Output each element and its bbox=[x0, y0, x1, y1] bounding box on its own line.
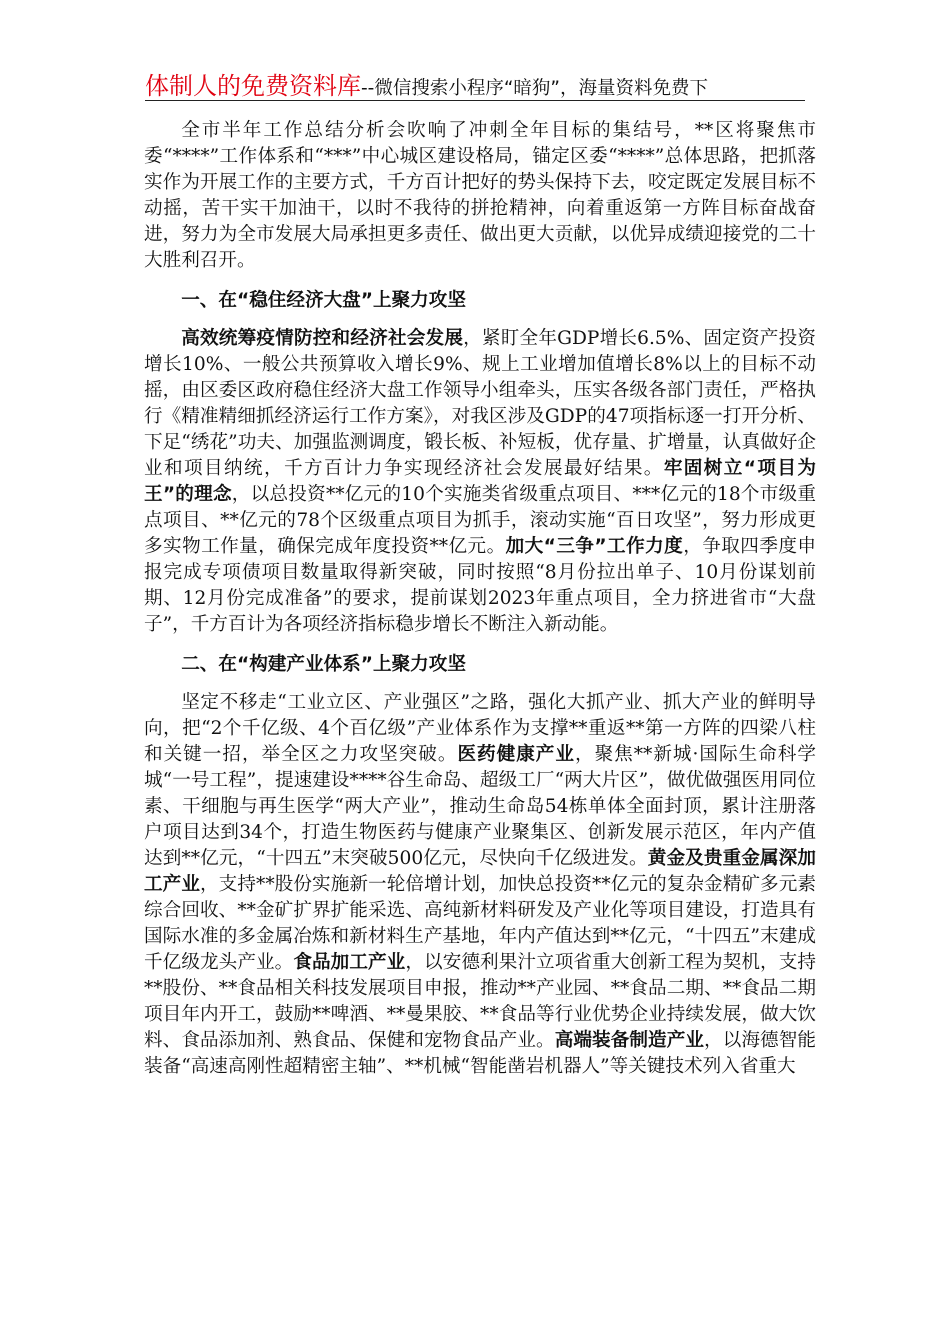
paragraph-text: ，以安德利果汁立项省重大创新工程为契机，支持**股份、**食品相关科技发展项目申报，推动**产业园、**食品二期、**食品二期项目年内开工，鼓励**啤酒、**曼果胶、**食品等行业优势企业持续发展，做大饮料、食品添加剂、熟食品、保健和宠物食品产业。 bbox=[144, 952, 816, 1051]
header-brand: 体制人的免费资料库 bbox=[145, 72, 361, 100]
paragraph-text: ，以海德智能装备“高速高刚性超精密主轴”、**机械“智能凿岩机器人”等关键技术列入省重大 bbox=[144, 1030, 816, 1077]
paragraph-text: ，争取四季度申报完成专项债项目数量取得新突破，同时按照“8月份拉出单子、10月份谋划前期、12月份完成准备”的要求，提前谋划2023年重点项目，全力挤进省市“大盘子”，千方百计为各项经济指标稳步增长不断注入新动能。 bbox=[144, 536, 816, 635]
lead-phrase: 高效统筹疫情防控和经济社会发展 bbox=[181, 328, 464, 349]
lead-phrase: 加大“三争”工作力度 bbox=[505, 536, 684, 557]
paragraph-text: 坚定不移走“工业立区、产业强区”之路，强化大抓产业、抓大产业的鲜明导向，把“2个千亿级、4个百亿级”产业体系作为支撑**重返**第一方阵的四梁八柱和关键一招，举全区之力攻坚突破。 bbox=[144, 692, 816, 765]
lead-phrase: 高端装备制造产业 bbox=[554, 1030, 705, 1051]
paragraph-text: ，以总投资**亿元的10个实施类省级重点项目、***亿元的18个市级重点项目、**亿元的78个区级重点项目为抓手，滚动实施“百日攻坚”，努力形成更多实物工作量，确保完成年度投资**亿元。 bbox=[144, 484, 816, 557]
header-tagline: --微信搜索小程序“暗狗”，海量资料免费下 bbox=[361, 78, 709, 99]
lead-phrase: 牢固树立“项目为王”的理念 bbox=[144, 458, 816, 505]
paragraph-text: ，紧盯全年GDP增长6.5%、固定资产投资增长10%、一般公共预算收入增长9%、规上工业增加值增长8%以上的目标不动摇，由区委区政府稳住经济大盘工作领导小组牵头，压实各级各部门责任，严格执行《精准精细抓经济运行工作方案》，对我区涉及GDP的47项指标逐一打开分析、下足“绣花”功夫、加强监测调度，锻长板、补短板，优存量、扩增量，认真做好企业和项目纳统，千方百计力争实现经济社会发展最好结果。 bbox=[144, 328, 816, 479]
intro-paragraph: 全市半年工作总结分析会吹响了冲刺全年目标的集结号，**区将聚焦市委“****”工作体系和“***”中心城区建设格局，锚定区委“****”总体思路，把抓落实作为开展工作的主要方式，千方百计把好的势头保持下去，咬定既定发展目标不动摇，苦干实干加油干，以时不我待的拼抢精神，向着重返第一方阵目标奋战奋进，努力为全市发展大局承担更多责任、做出更大贡献，以优异成绩迎接党的二十大胜利召开。 bbox=[144, 120, 816, 271]
document-body bbox=[144, 118, 816, 1080]
page-header bbox=[145, 66, 805, 101]
paragraph-text: ，聚焦**新城·国际生命科学城“一号工程”，提速建设****谷生命岛、超级工厂“两大片区”，做优做强医用同位素、干细胞与再生医学“两大产业”，推动生命岛54栋单体全面封顶，累计注册落户项目达到34个，打造生物医药与健康产业聚集区、创新发展示范区，年内产值达到**亿元，“十四五”末突破500亿元，尽快向千亿级进发。 bbox=[144, 744, 816, 869]
lead-phrase: 医药健康产业 bbox=[457, 744, 575, 765]
section-1-paragraph bbox=[144, 326, 816, 638]
lead-phrase: 黄金及贵重金属深加工产业 bbox=[144, 848, 816, 895]
section-2-paragraph bbox=[144, 690, 816, 1080]
section-2-heading: 二、在“构建产业体系”上聚力攻坚 bbox=[181, 654, 466, 675]
lead-phrase: 食品加工产业 bbox=[293, 952, 406, 973]
section-1-heading: 一、在“稳住经济大盘”上聚力攻坚 bbox=[181, 290, 466, 311]
paragraph-text: ，支持**股份实施新一轮倍增计划，加快总投资**亿元的复杂金精矿多元素综合回收、**金矿扩界扩能采选、高纯新材料研发及产业化等项目建设，打造具有国际水准的多金属冶炼和新材料生产基地，年内产值达到**亿元，“十四五”末建成千亿级龙头产业。 bbox=[144, 874, 816, 973]
